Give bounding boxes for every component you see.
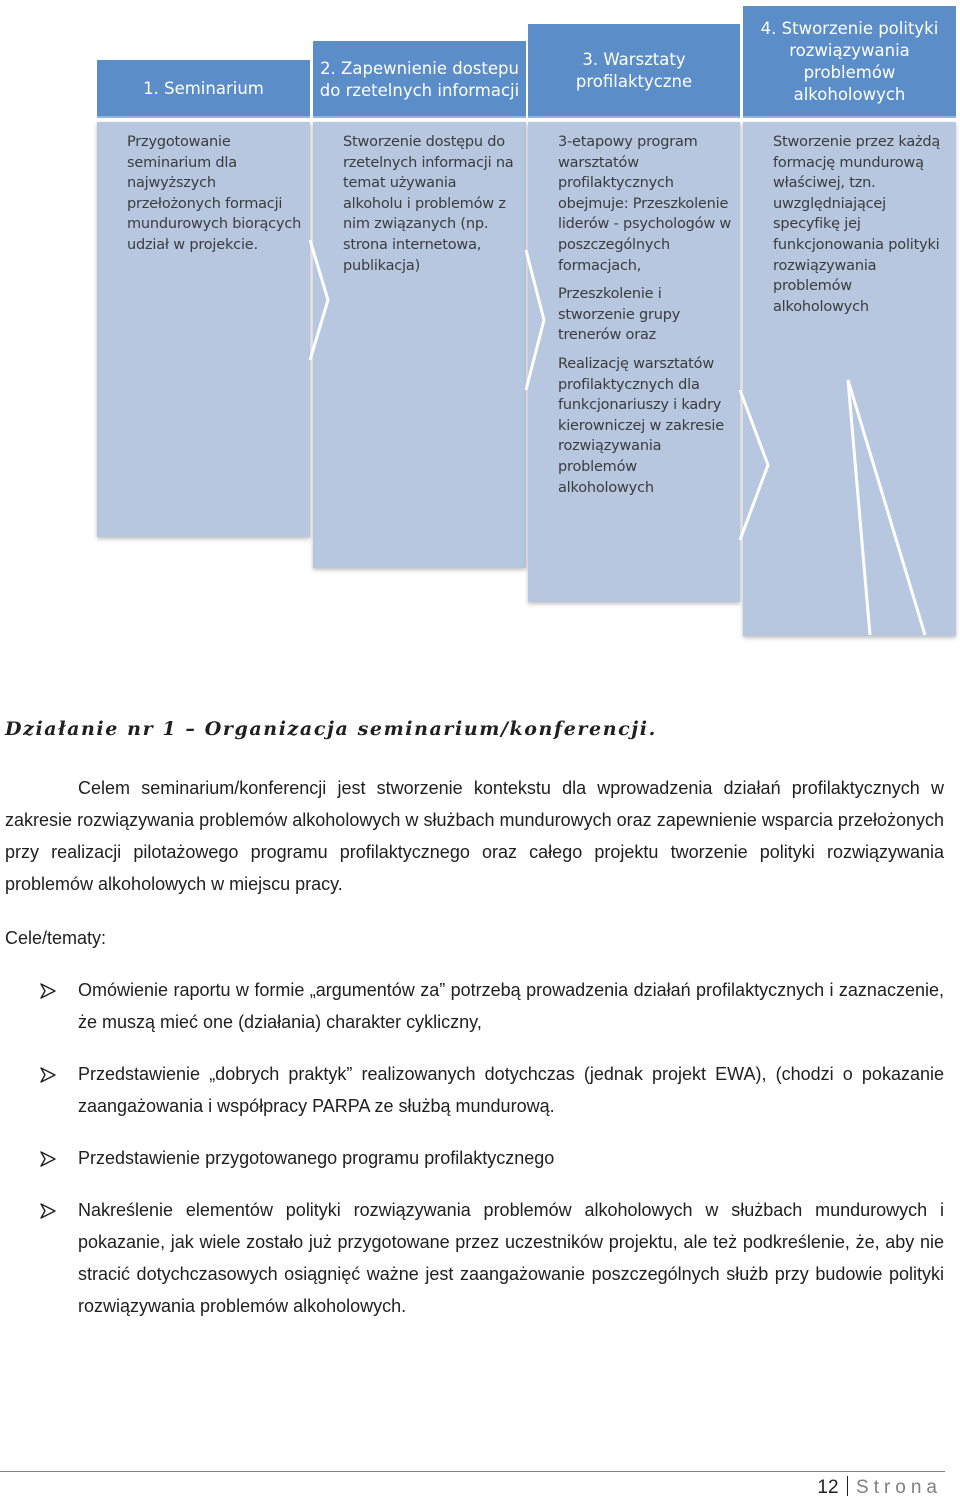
step-4-title: 4. Stworzenie polityki rozwiązywania problemów alkoholowych (760, 19, 939, 104)
step-3 (528, 24, 740, 602)
section-heading: Działanie nr 1 – Organizacja seminarium/konferencji. (5, 718, 657, 740)
step-2 (313, 41, 526, 568)
step-3-body (528, 122, 740, 602)
process-diagram (0, 0, 960, 640)
goals-list (5, 974, 944, 1342)
step-2-body (313, 122, 526, 568)
arrow-tip-icon (840, 375, 935, 640)
goals-label: Cele/tematy: (5, 928, 107, 948)
list-item (5, 1058, 944, 1122)
footer-separator (847, 1476, 849, 1496)
page-footer (817, 1476, 942, 1499)
list-item-text: Nakreślenie elementów polityki rozwiązywania problemów alkoholowych w służbach mundurowych i pokazanie, jak wiele zostało już przygotowane przez uczestników projektu, ale też podkreślenie, że, aby nie stracić dotychczasowych osiągnięć ważne jest zaangażowanie poszczególnych służb przy budowie polityki rozwiązywania problemów alkoholowych. (78, 1200, 944, 1316)
step-1-title: 1. Seminarium (143, 79, 264, 98)
step-1-body (97, 122, 310, 537)
arrow-bullet-icon (39, 1066, 57, 1084)
list-item-text: Przedstawienie „dobrych praktyk” realizowanych dotychczas (jednak projekt EWA), (chodzi o pokazanie zaangażowania i współpracy PARPA ze służbą mundurową. (78, 1064, 944, 1116)
page-label: Strona (856, 1477, 942, 1498)
intro-paragraph: Celem seminarium/konferencji jest stworzenie kontekstu dla wprowadzenia działań profilaktycznych w zakresie rozwiązywania problemów alkoholowych w służbach mundurowych oraz zapewnienie wsparcia przełożonych przy realizacji pilotażowego programu profilaktycznego oraz całego projektu tworzenie polityki rozwiązywania problemów alkoholowych w miejscu pracy. (5, 778, 944, 894)
arrow-bullet-icon (39, 982, 57, 1000)
list-item (5, 1142, 944, 1174)
step-2-title: 2. Zapewnienie dostepu do rzetelnych informacji (319, 58, 520, 100)
step-2-header (313, 41, 526, 118)
list-item (5, 1194, 944, 1322)
list-item-text: Przedstawienie przygotowanego programu profilaktycznego (78, 1148, 555, 1168)
step-4-text: Stworzenie przez każdą formację mundurową właściwej, tzn. uwzględniającej specyfikę jej funkcjonowania polityki rozwiązywania problemów alkoholowych (773, 134, 941, 315)
step-1 (97, 60, 310, 537)
step-1-header (97, 60, 310, 118)
step-3-text-2: Przeszkolenie i stworzenie grupy trenerów oraz (558, 286, 681, 344)
arrow-bullet-icon (39, 1150, 57, 1168)
footer-divider (0, 1471, 945, 1472)
list-item-text: Omówienie raportu w formie „argumentów za” potrzebą prowadzenia działań profilaktycznych i zaznaczenie, że muszą mieć one (działania) charakter cykliczny, (78, 980, 944, 1032)
chevron-arrow-icon (308, 240, 332, 360)
step-3-title: 3. Warsztaty profilaktyczne (575, 50, 693, 91)
step-2-text: Stworzenie dostępu do rzetelnych informacji na temat używania alkoholu i problemów z nim związanych (np. strona internetowa, publikacja) (343, 134, 514, 274)
step-4-header (743, 6, 956, 118)
list-item (5, 974, 944, 1038)
chevron-arrow-icon (524, 250, 548, 390)
step-3-text-3: Realizację warsztatów profilaktycznych dla funkcjonariuszy i kadry kierowniczej w zakresie rozwiązywania problemów alkoholowych (558, 355, 724, 496)
arrow-bullet-icon (39, 1202, 57, 1220)
step-1-text: Przygotowanie seminarium dla najwyższych przełożonych formacji mundurowych biorących udział w projekcie. (127, 134, 302, 253)
step-3-header (528, 24, 740, 118)
page-number: 12 (817, 1477, 839, 1498)
chevron-arrow-icon (738, 390, 772, 540)
step-3-text-1: 3-etapowy program warsztatów profilaktycznych obejmuje: Przeszkolenie liderów - psychologów w poszczególnych formacjach, (558, 134, 732, 274)
